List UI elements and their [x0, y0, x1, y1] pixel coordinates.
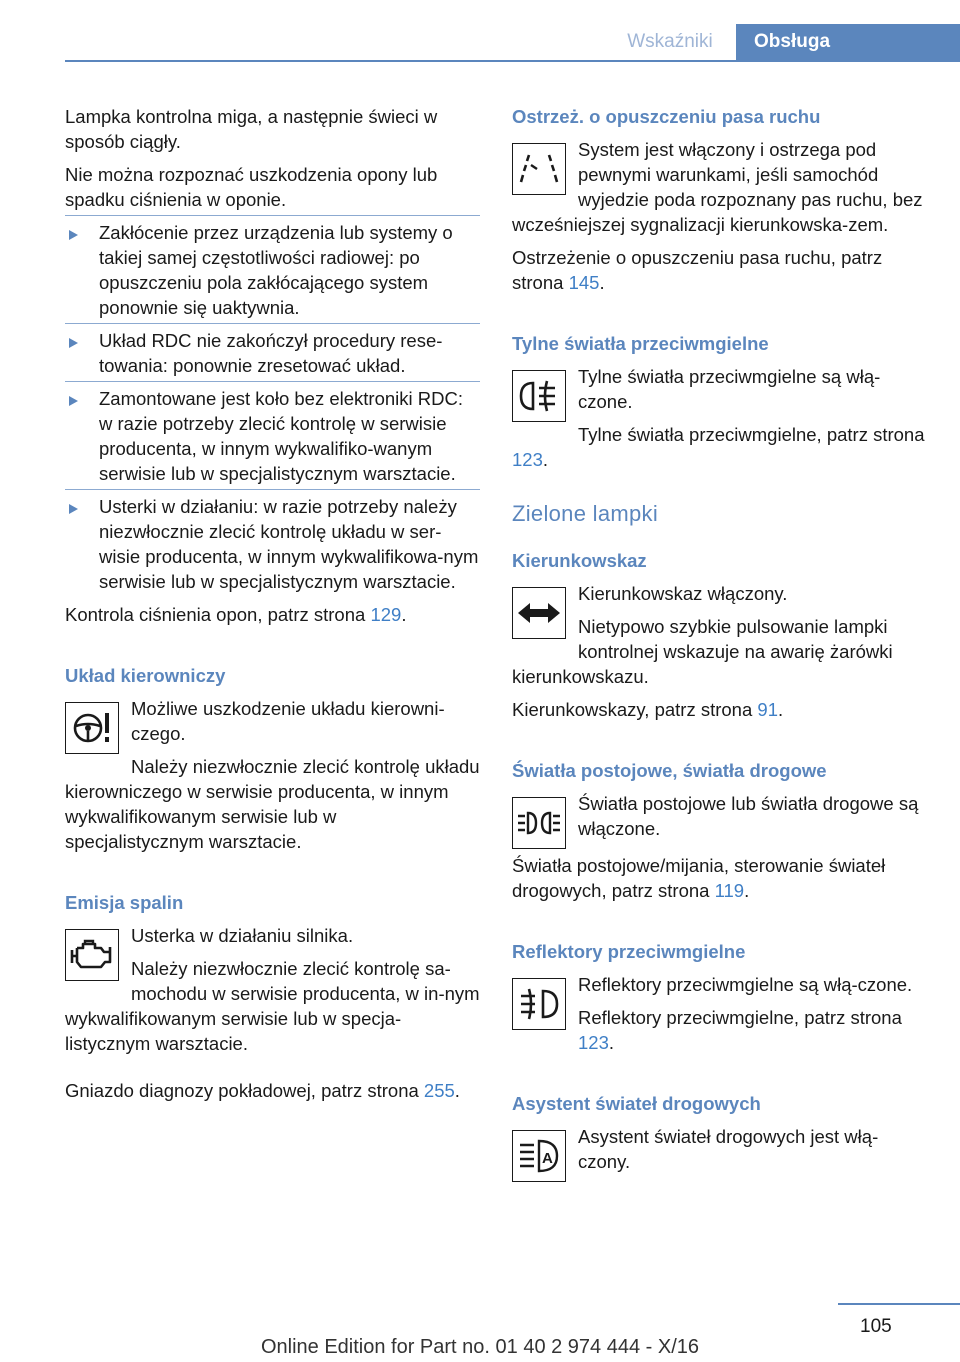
tab-wskazniki[interactable]: Wskaźniki	[627, 31, 713, 52]
tire-pressure-reference: Kontrola ciśnienia opon, patrz strona 129.	[65, 604, 407, 625]
rear-fog-light-icon	[512, 370, 566, 422]
lane-reference: Ostrzeżenie o opuszczeniu pasa ruchu, patrz strona 145.	[512, 247, 883, 293]
footer-rule	[838, 1303, 960, 1305]
list-item	[65, 494, 480, 594]
page-link[interactable]: 255	[423, 1080, 455, 1101]
paragraph: Lampka kontrolna miga, a następnie świeci w sposób ciągły.	[65, 106, 438, 152]
section-title: Zielone lampki	[512, 501, 659, 526]
section-heading: Reflektory przeciwmgielne	[512, 941, 746, 962]
rear-fog-reference: Tylne światła przeciwmgielne, patrz strona 123.	[512, 424, 925, 470]
page-link[interactable]: 145	[568, 272, 600, 293]
section-heading: Emisja spalin	[65, 892, 184, 913]
parking-reference: Światła postojowe/mijania, sterowanie świateł drogowych, patrz strona 119.	[512, 855, 886, 901]
page-link[interactable]: 123	[578, 1032, 609, 1053]
high-beam-assist-icon	[512, 1130, 566, 1182]
turn-reference: Kierunkowskazy, patrz strona 91.	[512, 699, 784, 720]
list-item-text: Zamontowane jest koło bez elektroniki RDC: w razie potrzeby zlecić kontrolę w serwisie producenta, w innym wykwalifiko‐wanym serwisie lub w specjalistycznym warsztacie.	[99, 388, 463, 484]
section-heading: Kierunkowskaz	[512, 550, 647, 571]
list-item	[65, 328, 480, 378]
paragraph: Należy niezwłocznie zlecić kontrolę sa‐mochodu w serwisie producenta, w in‐nym wykwalifikowanym serwisie lub w specja‐listycznym warsztacie.	[65, 958, 480, 1054]
section-heading: Tylne światła przeciwmgielne	[512, 333, 769, 354]
paragraph: System jest włączony i ostrzega pod pewnymi warunkami, jeśli samochód wyjedzie poda rozpoznany pas ruchu, bez wcześniejszej sygnalizacji kierunkowska‐zem.	[512, 139, 923, 235]
paragraph: Asystent świateł drogowych jest włą‐czony.	[578, 1126, 879, 1172]
front-fog-reference: Reflektory przeciwmgielne, patrz strona 123.	[578, 1007, 902, 1053]
engine-icon	[65, 929, 119, 981]
turn-signal-icon	[512, 587, 566, 639]
page-number: 105	[860, 1316, 892, 1337]
paragraph: Kierunkowskaz włączony.	[578, 583, 788, 604]
list-item	[65, 386, 480, 486]
page-link[interactable]: 129	[370, 604, 402, 625]
section-heading: Asystent świateł drogowych	[512, 1093, 761, 1114]
paragraph: Nietypowo szybkie pulsowanie lampki kontrolnej wskazuje na awarię żarówki kierunkowskazu.	[512, 616, 893, 687]
list-item-text: Układ RDC nie zakończył procedury rese‐towania: ponownie zresetować układ.	[99, 330, 443, 376]
section-heading: Światła postojowe, światła drogowe	[512, 760, 827, 781]
paragraph: Reflektory przeciwmgielne są włą‐czone.	[578, 974, 913, 995]
svg-text:A: A	[542, 1150, 553, 1167]
list-item-text: Usterki w działaniu: w razie potrzeby należy niezwłocznie zlecić kontrolę układu w ser‐wisie producenta, w innym wykwalifikowa‐nym serwisie lub w specjalistycznym warsztacie.	[99, 496, 479, 592]
section-heading: Układ kierowniczy	[65, 665, 226, 686]
paragraph: Usterka w działaniu silnika.	[131, 925, 354, 946]
paragraph: Światła postojowe lub światła drogowe są włączone.	[578, 793, 919, 839]
bullet-list	[65, 220, 480, 594]
list-item-text: Zakłócenie przez urządzenia lub systemy o takiej samej częstotliwości radiowej: po opuszczeniu pola zakłócającego system ponownie się uaktywnia.	[99, 222, 453, 318]
paragraph: Tylne światła przeciwmgielne są włą‐czone.	[578, 366, 881, 412]
list-item	[65, 220, 480, 320]
paragraph: Nie można rozpoznać uszkodzenia opony lub spadku ciśnienia w oponie.	[65, 164, 438, 210]
section-heading: Ostrzeż. o opuszczeniu pasa ruchu	[512, 106, 821, 127]
page-link[interactable]: 91	[757, 699, 778, 720]
parking-light-icon	[512, 797, 566, 849]
page-link[interactable]: 123	[512, 449, 543, 470]
front-fog-light-icon	[512, 978, 566, 1030]
footer-edition: Online Edition for Part no. 01 40 2 974 444 - X/16	[260, 1336, 700, 1358]
left-column	[65, 104, 480, 1111]
paragraph: Należy niezwłocznie zlecić kontrolę układu kierowniczego w serwisie producenta, w innym wykwalifikowanym serwisie lub w specjalistycznym warsztacie.	[65, 756, 480, 852]
obd-reference: Gniazdo diagnozy pokładowej, patrz strona 255.	[65, 1080, 460, 1101]
right-column	[512, 104, 927, 1186]
paragraph: Możliwe uszkodzenie układu kierowni‐czego.	[131, 698, 445, 744]
lane-departure-icon	[512, 143, 566, 195]
page-link[interactable]: 119	[714, 880, 745, 901]
tab-obsluga[interactable]: Obsługa	[736, 24, 960, 62]
steering-warning-icon	[65, 702, 119, 754]
